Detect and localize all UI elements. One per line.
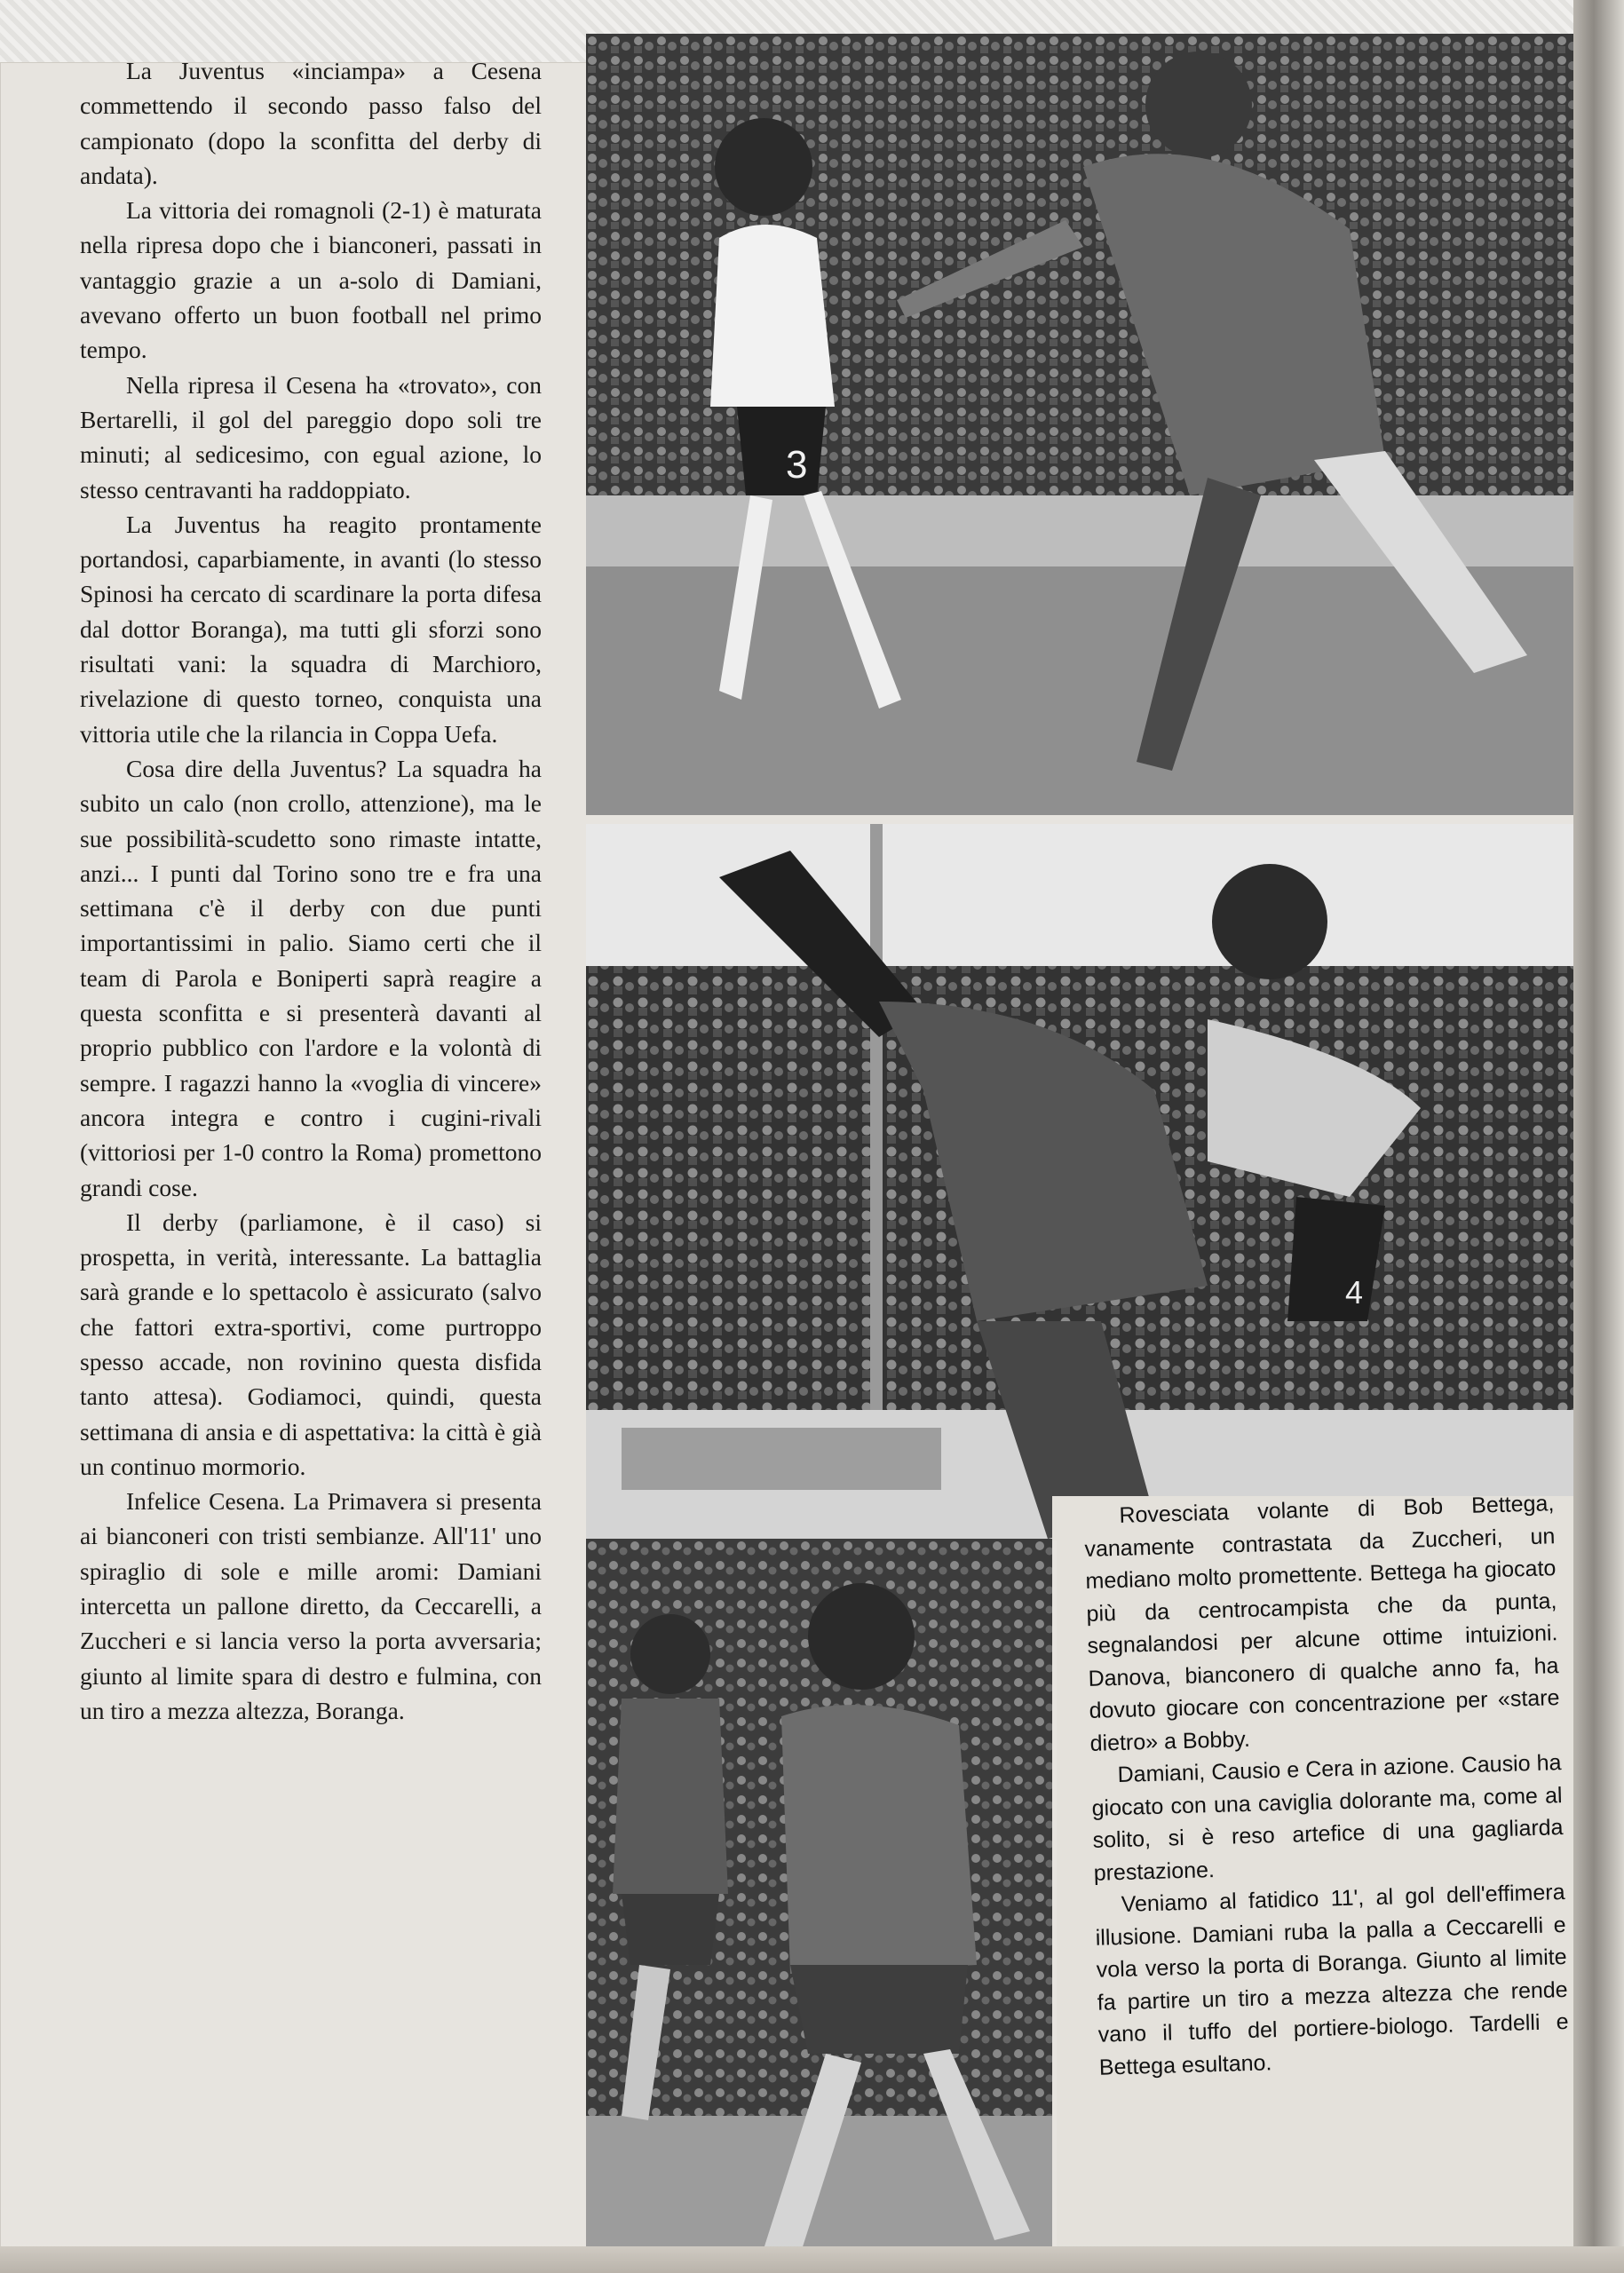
book-spine-edge [1573,0,1624,2273]
caption-paragraph: Damiani, Causio e Cera in azione. Causio ha giocato con una caviglia dolorante ma, come al solito, si è reso artefice di una gagliarda prestazione. [1091,1750,1564,1886]
article-paragraph: La vittoria dei romagnoli (2-1) è maturata nella ripresa dopo che i bianconeri, passati in vantaggio grazie a un a-solo di Damiani, avevano offerto un buon football nel primo tempo. [80,196,542,364]
article-paragraph: Il derby (parliamone, è il caso) si prospetta, in verità, interessante. La battaglia sarà grande e lo spettacolo è assicurato (salvo che fattori extra-sportivi, come purtroppo spesso accade, non rovinino questa disfida tanto attesa). Godiamoci, quindi, questa settimana di ansia e di aspettativa: la città è già un continuo mormorio. [80,1208,542,1480]
caption-paragraph: Veniamo al fatidico 11', al gol dell'effimera illusione. Damiani ruba la palla a Ceccarelli e vola verso la porta di Boranga. Giunto al limite fa partire un tiro a mezza altezza che rende vano il tuffo del portiere-biologo. Tardelli e Bettega esultano. [1095,1880,1569,2080]
article-paragraph: Cosa dire della Juventus? La squadra ha subito un calo (non crollo, attenzione), ma le sue possibilità-scudetto sono rimaste intatte, anzi... I punti dal Torino sono tre e fra una settimana c'è il derby con due punti importantissimi in palio. Siamo certi che il team di Parola e Boniperti saprà reagire a questa sconfitta e si presenterà davanti al proprio pubblico con l'ardore e la volontà di sempre. I ragazzi hanno la «voglia di vincere» ancora integra e contro i cugini-rivali (vittoriosi per 1-0 contro la Roma) promettono grandi cose. [80,754,542,1201]
jersey-number-4: 4 [1345,1274,1364,1311]
caption-paragraph: Rovesciata volante di Bob Bettega, vanamente contrastata da Zuccheri, un mediano molto promettente. Bettega ha giocato più da centrocampista che da punta, segnalandosi per alcune ottime intuizioni. Danova, bianconero di qualche anno fa, ha dovuto giocare con concentrazione per «stare dietro» a Bobby. [1084,1491,1560,1756]
photo-mid-illustration [586,824,1585,1539]
photo-caption [1083,1487,1570,2084]
article-paragraph: Infelice Cesena. La Primavera si presenta ai bianconeri con tristi sembianze. All'11' uno spiraglio di sole e mille aromi: Damiani intercetta un pallone diretto, da Ceccarelli, a Zuccheri e si lancia verso la porta avversaria; giunto al limite spara di destro e fulmina, con un tiro a mezza altezza, Boranga. [80,1487,542,1724]
article-paragraph: La Juventus ha reagito prontamente portandosi, caparbiamente, in avanti (lo stesso Spinosi ha cercato di scardinare la porta difesa dal dottor Boranga), ma tutti gli sforzi sono risultati vani: la squadra di Marchioro, rivelazione di questo torneo, conquista una vittoria utile che la rilancia in Coppa Uefa. [80,510,542,748]
article-paragraph: Nella ripresa il Cesena ha «trovato», con Bertarelli, il gol del pareggio dopo soli tre minuti; al sedicesimo, con egual azione, lo stesso centravanti ha raddoppiato. [80,370,542,503]
photo-bot-illustration [586,1539,1052,2273]
article-text-column [80,53,542,2184]
article-paragraph: La Juventus «inciampa» a Cesena commettendo il secondo passo falso del campionato (dopo la sconfitta del derby di andata). [80,57,542,189]
photo-bicycle-kick [586,824,1585,1539]
photo-top-illustration [586,34,1585,815]
jersey-number-3: 3 [786,443,808,487]
photo-match-action-top [586,34,1585,815]
photo-players-running [586,1539,1052,2273]
page-bottom-edge [0,2246,1624,2273]
